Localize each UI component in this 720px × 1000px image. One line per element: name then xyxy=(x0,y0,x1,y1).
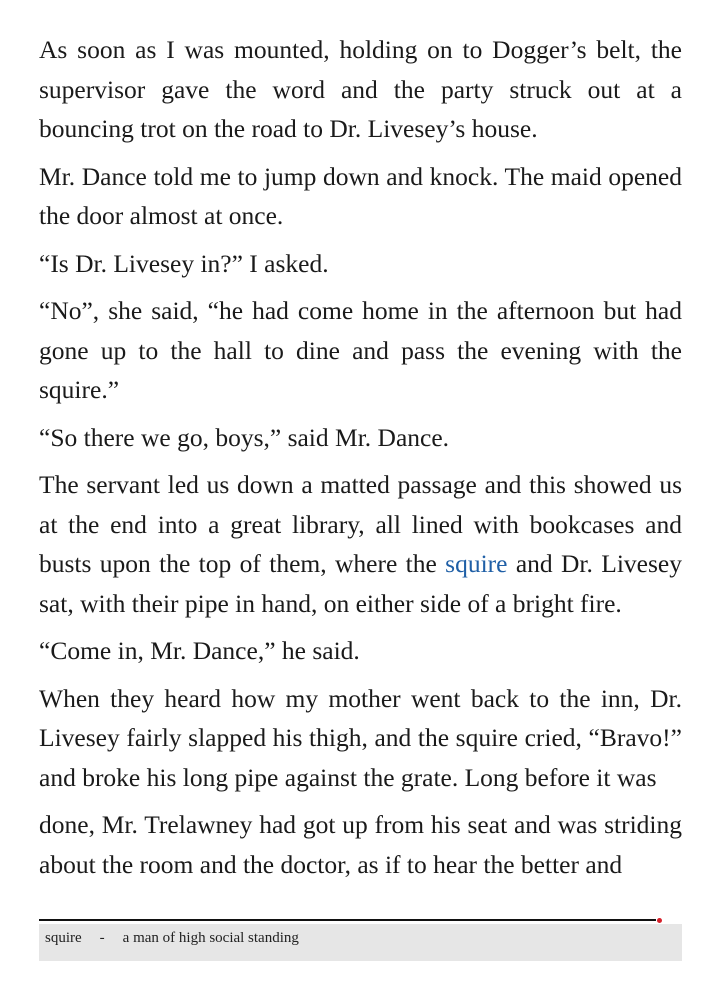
story-text xyxy=(39,30,682,892)
paragraph-9 xyxy=(39,805,682,884)
paragraph-text: Mr. Dance told me to jump down and knock. The maid opened the door almost at once. xyxy=(39,161,682,230)
paragraph-text: When they heard how my mother went back to the inn, Dr. Livesey fairly slapped his thigh, and the squire cried, “Bravo!” and broke his long pipe against the grate. Long before it was xyxy=(39,683,682,792)
glossary-term: squire xyxy=(45,930,82,946)
paragraph-text: The servant led us down a matted passage and this showed us at the end into a great library, all lined with bookcases and busts upon the top of them, where the xyxy=(39,470,682,578)
paragraph-3 xyxy=(39,244,682,284)
paragraph-text: “So there we go, boys,” said Mr. Dance. xyxy=(39,422,450,452)
paragraph-1 xyxy=(39,30,682,149)
footnote-divider xyxy=(39,919,656,921)
glossary-separator: - xyxy=(99,930,105,946)
glossary-link-squire[interactable]: squire xyxy=(445,549,508,578)
glossary-definition: a man of high social standing xyxy=(122,930,299,946)
paragraph-7 xyxy=(39,631,682,671)
red-dot-marker xyxy=(657,918,662,923)
paragraph-5 xyxy=(39,418,682,458)
paragraph-text: “Come in, Mr. Dance,” he said. xyxy=(39,636,360,665)
paragraph-text: “Is Dr. Livesey in?” I asked. xyxy=(39,248,329,278)
paragraph-text: As soon as I was mounted, holding on to Dogger’s belt, the supervisor gave the word and the party struck out at a bouncing trot on the road to Dr. Livesey’s house. xyxy=(39,35,682,143)
paragraph-8 xyxy=(39,679,682,798)
paragraph-text: “No”, she said, “he had come home in the afternoon but had gone up to the hall to dine and pass the evening with the squire.” xyxy=(39,296,682,404)
paragraph-2 xyxy=(39,157,682,236)
paragraph-text: and Dr. Livesey sat, with their pipe in hand, on either side of a bright fire. xyxy=(39,549,682,618)
paragraph-text: done, Mr. Trelawney had got up from his seat and was striding about the room and the doctor, as if to hear the better and xyxy=(39,810,682,879)
glossary-footnote xyxy=(39,924,682,961)
paragraph-4 xyxy=(39,291,682,410)
paragraph-6 xyxy=(39,465,682,623)
